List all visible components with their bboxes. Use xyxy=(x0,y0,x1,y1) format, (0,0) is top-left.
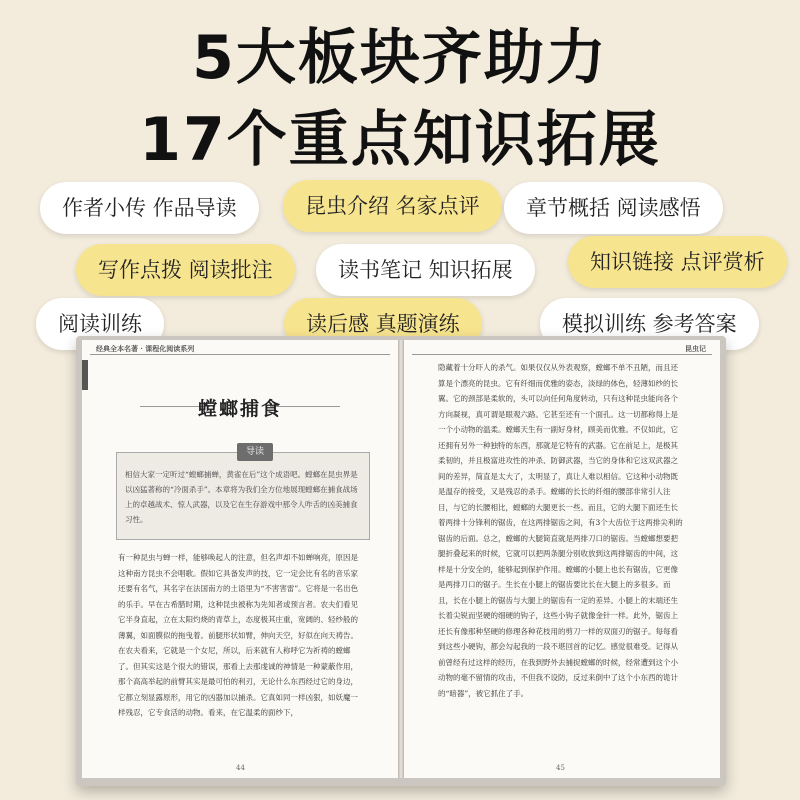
tag-chapter-summary: 章节概括 阅读感悟 xyxy=(504,182,723,234)
guide-box xyxy=(116,447,370,540)
open-book xyxy=(76,336,726,786)
left-page-number: 44 xyxy=(236,764,245,772)
left-page xyxy=(82,340,398,778)
right-page xyxy=(404,340,720,778)
left-page-header: 经典全本名著 · 课程化阅读系列 xyxy=(96,344,195,353)
left-page-body: 有一种昆虫与蝉一样，能够唤起人的注意，但名声却不如蝉响亮，原因是这种南方昆虫不会唱歌。假如它具备发声的技，它一定会比有名的音乐家还要有名气，其名字在法国南方的土语里为“不害害雷”。它将是一名出色的乐手。早在古希腊时期，这种昆虫被称为先知者或预言者。农夫们看见它半身直起，立在太阳灼烧的青草上，态度极其庄重，宽阔的、轻纱般的薄翼，如面膜似的拖曳着。前腿形状如臂，伸向天空，好似在向天祷告。在农夫看来，它就是一个女尼，所以，后来就有人称呼它为祈祷的螳螂了。但其实这是个很大的错误，那看上去那虔诚的神情是一种蒙蔽作用，那个高高举起的前臂其实是最可怕的利刃，无论什么东西经过它的身边，它都立刻显露原形，用它的凶器加以捕杀。它真如同一样凶狠，如妖魔一样残忍，它专食活的动物。看来，在它温柔的面纱下， xyxy=(118,553,359,717)
tag-author-intro: 作者小传 作品导读 xyxy=(40,182,259,234)
tag-writing-tips: 写作点拨 阅读批注 xyxy=(76,244,295,296)
right-page-header: 昆虫记 xyxy=(685,344,706,353)
headline-line-1: 5大板块齐助力 xyxy=(192,23,608,93)
left-page-side-tab xyxy=(82,360,88,390)
tag-insect-intro: 昆虫介绍 名家点评 xyxy=(283,180,502,232)
chapter-title: 螳螂捕食 xyxy=(197,398,282,420)
guide-label: 导读 xyxy=(237,443,273,461)
tag-reading-training: 阅读训练 xyxy=(36,298,164,350)
tag-mock-training: 模拟训练 参考答案 xyxy=(540,298,759,350)
tag-reflection: 读后感 真题演练 xyxy=(284,298,482,350)
right-header-rule xyxy=(412,354,712,355)
right-page-number: 45 xyxy=(556,764,565,772)
tag-reading-notes: 读书笔记 知识拓展 xyxy=(316,244,535,296)
right-page-body: 隐藏着十分吓人的杀气。如果仅仅从外表观察，螳螂不单不丑陋，而且还算是个漂亮的昆虫。它有纤细而优雅的姿态，淡绿的体色，轻薄如纱的长翼。它的颈部是柔软的，头可以向任何角度转动，只有这种昆虫能向各个方向凝视，真可谓是眼观六路。它甚至还有一个面孔。这一切都称得上是一个小动物的温柔。螳螂天生有一副好身材，顾美而优雅。不仅如此，它还拥有另外一种独特的东西，那就是它特有的武器。它在前足上，是极其柔韧的，并且极富进攻性的冲杀、防御武器，当它的身体和它这双武器之间的差异，简直是太大了，太明显了，真让人难以相信。它这种小动物既是温存的接受，又是残忍的杀手。螳螂的长长的纤细的腰部非常引人注目，与它的长腰相比，螳螂的大腿更长一些。而且，它的大腿下面还生长着两排十分锋利的锯齿，在这两排锯齿之间，有3个大齿位于这两排尖利的锯齿的后面。总之，螳螂的大腿简直就是两排刀口的锯齿。当螳螂想要把腿折叠起来的时候，它就可以把两条腿分别收放到这两排锯齿的中间，这样是十分安全的，能够起到保护作用。螳螂的小腿上也长有锯齿，它更像是两排刀口的锯子。生长在小腿上的锯齿要比长在大腿上的多很多。而且，长在小腿上的锯齿与大腿上的锯齿有一定的差异。小腿上的末端还生长着尖锐而坚硬的细硬的钩子，这些小钩子就像金针一样。此外，锯齿上还长有像那种坚硬的修理各种花枝用的剪刀一样的双面刃的锯子。每每看到这些小硬钩，都会勾起我的一段不堪回首的记忆。感觉很难受。记得从前曾经有过这样的经历，在我到野外去捕捉螳螂的时候，经常遭到这个小动物的毫不留情的攻击，不但我不设防，反过来倒中了这个小东西的诡计的“暗器”，被它抓住了手。 xyxy=(438,363,683,698)
tag-knowledge-links: 知识链接 点评赏析 xyxy=(568,236,787,288)
headline-line-2: 17个重点知识拓展 xyxy=(139,105,661,175)
guide-text: 相信大家一定听过“螳螂捕蝉，黄雀在后”这个成语吧。螳螂在昆虫界是以凶猛著称的“冷面杀手”。本章将为我们全方位地展现螳螂在捕食战场上的卓越战术、惊人武器，以及它在生存游戏中那令人咋舌的凶美捕食习性。 xyxy=(125,470,358,524)
left-header-rule xyxy=(90,354,390,355)
